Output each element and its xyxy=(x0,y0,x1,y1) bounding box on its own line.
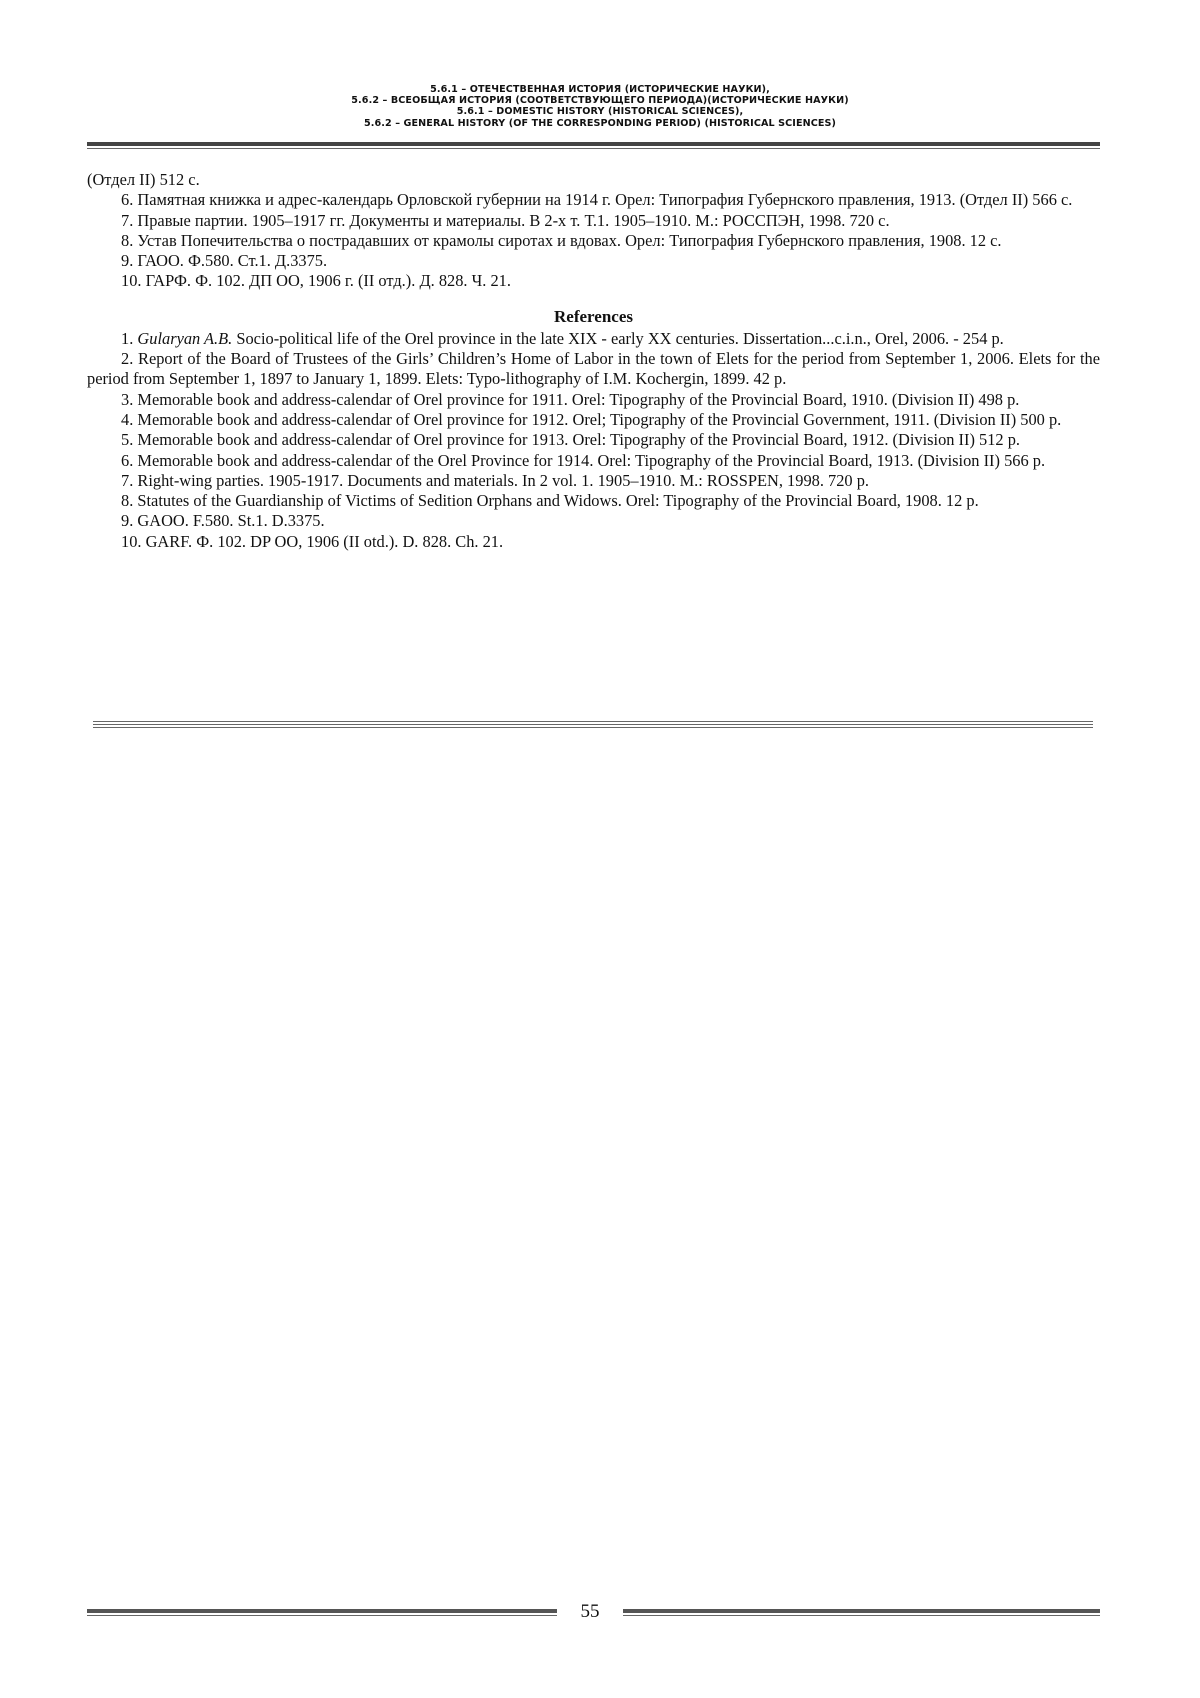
section-end-divider-line-3 xyxy=(93,727,1093,728)
reference-item-1-text: Socio-political life of the Orel province in the late XIX - early XX centuries. Dissertation...c.i.n., Orel, 2006. - 254 p. xyxy=(236,328,1004,348)
header-divider-thin xyxy=(87,148,1100,149)
footer-divider-right-thick xyxy=(623,1609,1100,1613)
footer-divider-left-thick xyxy=(87,1609,557,1613)
header-divider xyxy=(87,142,1100,149)
header-line-4: 5.6.2 – GENERAL HISTORY (OF THE CORRESPONDING PERIOD) (HISTORICAL SCIENCES) xyxy=(363,117,837,129)
header-line-1: 5.6.1 – ОТЕЧЕСТВЕННАЯ ИСТОРИЯ (ИСТОРИЧЕСКИЕ НАУКИ), xyxy=(430,84,770,95)
reference-item-4: 4. Memorable book and address-calendar of Orel province for 1912. Orel; Tipography of the Provincial Government, 1911. (Division II) 500 p. xyxy=(121,409,1062,429)
source-item-7: 7. Правые партии. 1905–1917 гг. Документы и материалы. В 2-х т. Т.1. 1905–1910. М.: РОССПЭН, 1998. 720 с. xyxy=(121,210,890,230)
section-end-divider xyxy=(93,721,1093,728)
references-heading: References xyxy=(554,306,633,326)
source-item-8: 8. Устав Попечительства о пострадавших от крамолы сиротах и вдовах. Орел: Типография Губернского правления, 1908. 12 с. xyxy=(121,230,1002,250)
reference-item-6: 6. Memorable book and address-calendar of the Orel Province for 1914. Orel: Tipography of the Provincial Board, 1913. (Division II) 566 p. xyxy=(121,450,1046,470)
reference-item-1 xyxy=(87,329,1100,349)
reference-item-3: 3. Memorable book and address-calendar of Orel province for 1911. Orel: Tipography of the Provincial Board, 1910. (Division II) 498 p. xyxy=(121,389,1020,409)
reference-item-8: 8. Statutes of the Guardianship of Victims of Sedition Orphans and Widows. Orel: Tipography of the Provincial Board, 1908. 12 p. xyxy=(121,491,979,511)
source-item-10: 10. ГАРФ. Ф. 102. ДП ОО, 1906 г. (II отд.). Д. 828. Ч. 21. xyxy=(121,271,511,291)
footer-divider-left xyxy=(87,1609,557,1616)
page-number: 55 xyxy=(580,1601,600,1622)
reference-item-2: 2. Report of the Board of Trustees of the Girls’ Children’s Home of Labor in the town of Elets for the period from September 1, 2006. Elets for the period from September 1, 1897 to January 1, 1899. Elets: Typo-lithography of I.M. Kochergin, 1899. 42 p. xyxy=(87,349,1100,389)
reference-item-5: 5. Memorable book and address-calendar of Orel province for 1913. Orel: Tipography of the Provincial Board, 1912. (Division II) 512 p. xyxy=(121,430,1021,450)
section-end-divider-line-2 xyxy=(93,724,1093,725)
source-item-6: 6. Памятная книжка и адрес-календарь Орловской губернии на 1914 г. Орел: Типография Губернского правления, 1913. (Отдел II) 566 с. xyxy=(121,190,1073,210)
source-item-9: 9. ГАОО. Ф.580. Ст.1. Д.3375. xyxy=(121,251,328,271)
reference-item-1-number: 1. xyxy=(121,328,134,348)
header-line-3: 5.6.1 – DOMESTIC HISTORY (HISTORICAL SCIENCES), xyxy=(456,106,744,118)
source-continuation: (Отдел II) 512 с. xyxy=(87,170,200,189)
reference-item-1-author: Gularyan A.B. xyxy=(137,328,233,348)
footer-divider-right xyxy=(623,1609,1100,1616)
reference-item-9: 9. GAOO. F.580. St.1. D.3375. xyxy=(121,511,325,531)
running-header xyxy=(0,84,1200,129)
header-line-2: 5.6.2 – ВСЕОБЩАЯ ИСТОРИЯ (СООТВЕТСТВУЮЩЕГО ПЕРИОДА)(ИСТОРИЧЕСКИЕ НАУКИ) xyxy=(351,95,849,107)
footer-divider-right-thin xyxy=(623,1615,1100,1616)
reference-item-10: 10. GARF. Ф. 102. DP OO, 1906 (II otd.). D. 828. Ch. 21. xyxy=(121,531,504,551)
section-end-divider-line-1 xyxy=(93,721,1093,722)
reference-item-7: 7. Right-wing parties. 1905-1917. Documents and materials. In 2 vol. 1. 1905–1910. M.: ROSSPEN, 1998. 720 p. xyxy=(121,470,870,490)
page-body xyxy=(87,170,1100,552)
footer-divider-left-thin xyxy=(87,1615,557,1616)
header-divider-thick xyxy=(87,142,1100,146)
